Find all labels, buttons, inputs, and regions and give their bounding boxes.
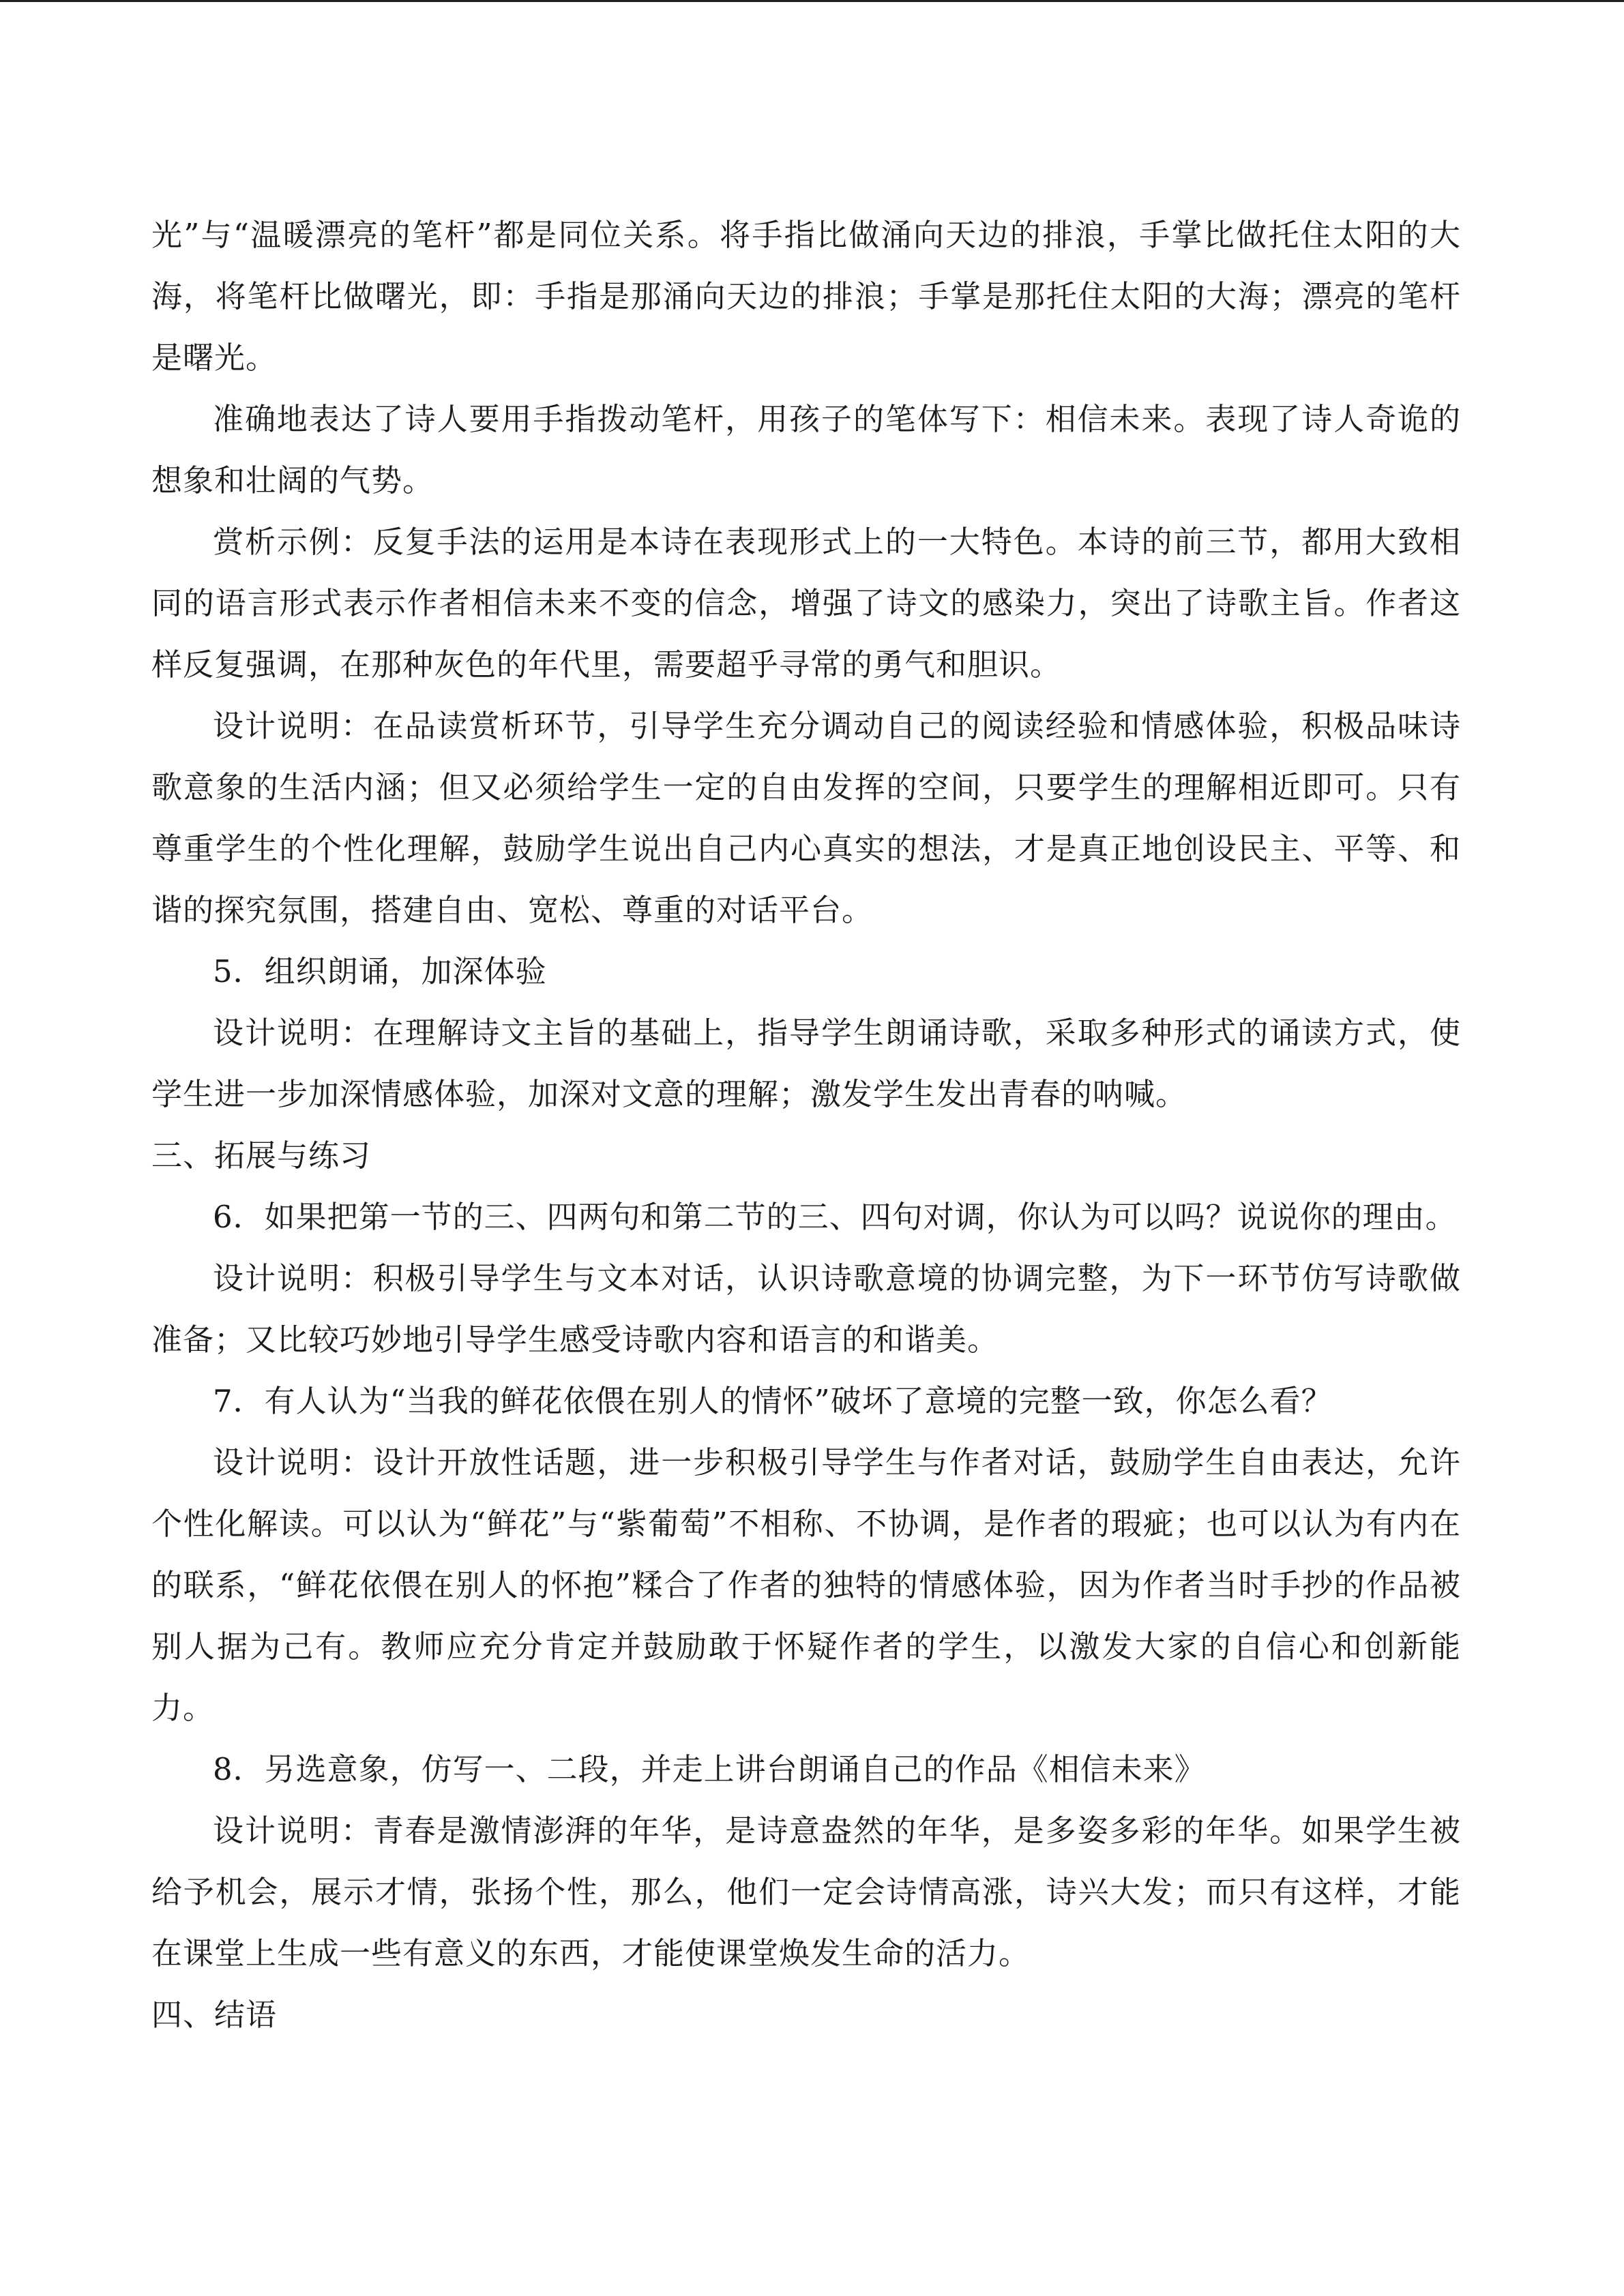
step-5-title: 5．组织朗诵，加深体验: [213, 953, 547, 989]
question-6: 6．如果把第一节的三、四两句和第二节的三、四句对调，你认为可以吗？说说你的理由。: [213, 1199, 1457, 1235]
paragraph-design-note-q8: 设计说明：青春是激情澎湃的年华，是诗意盎然的年华，是多姿多彩的年华。如果学生被给予机会，展示才情，张扬个性，那么，他们一定会诗情高涨，诗兴大发；而只有这样，才能在课堂上生成一些有意义的东西，才能使课堂焕发生命的活力。: [151, 1813, 1461, 1971]
question-8: 8．另选意象，仿写一、二段，并走上讲台朗诵自己的作品《相信未来》: [213, 1751, 1206, 1787]
paragraph-appreciation-example: 赏析示例：反复手法的运用是本诗在表现形式上的一大特色。本诗的前三节，都用大致相同的语言形式表示作者相信未来不变的信念，增强了诗文的感染力，突出了诗歌主旨。作者这样反复强调，在那种灰色的年代里，需要超乎寻常的勇气和胆识。: [151, 524, 1461, 683]
paragraph-continuation: 光”与“温暖漂亮的笔杆”都是同位关系。将手指比做涌向天边的排浪，手掌比做托住太阳的大海，将笔杆比做曙光，即：手指是那涌向天边的排浪；手掌是那托住太阳的大海；漂亮的笔杆是曙光。: [151, 217, 1461, 376]
section-3-heading: 三、拓展与练习: [151, 1137, 372, 1174]
paragraph-design-note-q6: 设计说明：积极引导学生与文本对话，认识诗歌意境的协调完整，为下一环节仿写诗歌做准备；又比较巧妙地引导学生感受诗歌内容和语言的和谐美。: [151, 1260, 1461, 1358]
paragraph-design-note-q7: 设计说明：设计开放性话题，进一步积极引导学生与作者对话，鼓励学生自由表达，允许个性化解读。可以认为“鲜花”与“紫葡萄”不相称、不协调，是作者的瑕疵；也可以认为有内在的联系，“鲜花依偎在别人的怀抱”糅合了作者的独特的情感体验，因为作者当时手抄的作品被别人据为己有。教师应充分肯定并鼓励敢于怀疑作者的学生，以激发大家的自信心和创新能力。: [151, 1444, 1461, 1726]
paragraph-design-note-appreciation: 设计说明：在品读赏析环节，引导学生充分调动自己的阅读经验和情感体验，积极品味诗歌意象的生活内涵；但又必须给学生一定的自由发挥的空间，只要学生的理解相近即可。只有尊重学生的个性化理解，鼓励学生说出自己内心真实的想法，才是真正地创设民主、平等、和谐的探究氛围，搭建自由、宽松、尊重的对话平台。: [151, 708, 1461, 928]
section-4-heading: 四、结语: [151, 1997, 278, 2033]
document-body: [151, 205, 1461, 2046]
paragraph-design-note-recitation: 设计说明：在理解诗文主旨的基础上，指导学生朗诵诗歌，采取多种形式的诵读方式，使学生进一步加深情感体验，加深对文意的理解；激发学生发出青春的呐喊。: [151, 1015, 1461, 1112]
question-7: 7．有人认为“当我的鲜花依偎在别人的情怀”破坏了意境的完整一致，你怎么看？: [213, 1383, 1333, 1419]
top-border-line: [0, 0, 1624, 2]
paragraph-expression-analysis: 准确地表达了诗人要用手指拨动笔杆，用孩子的笔体写下：相信未来。表现了诗人奇诡的想象和壮阔的气势。: [151, 401, 1461, 498]
